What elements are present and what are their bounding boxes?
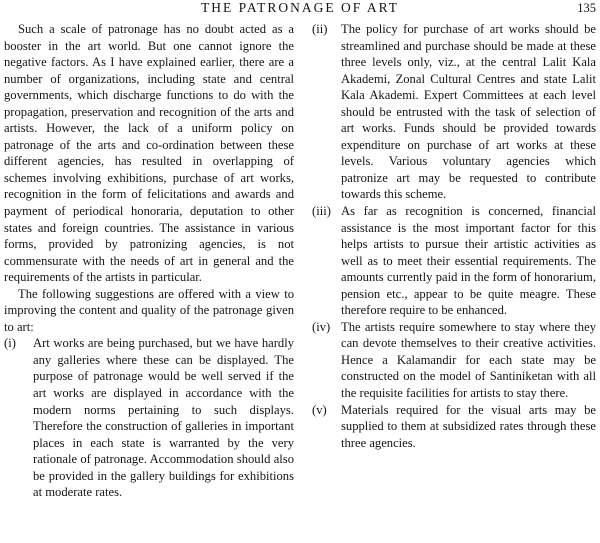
suggestion-text: Materials required for the visual arts may be supplied to them at subsidized rates through these three agencies. bbox=[341, 402, 596, 450]
suggestion-item-iii bbox=[312, 203, 596, 319]
suggestion-item-i bbox=[4, 335, 294, 500]
paragraph-1: Such a scale of patronage has no doubt acted as a booster in the art world. But one cannot ignore the negative factors. As I have explained earlier, there are a number of organizations, including state and central governments, which discharge functions to do with the propagation, preservation and recognition of the arts and artists. However, the lack of a uniform policy on patronage of the arts and co-ordination between these different agencies, has resulted in overlapping of schemes involving exhibitions, purchase of art works, recognition in the form of felicitations and awards and payment of periodical honoraria, deputation to other states and foreign countries. The assistance in various forms, provided by patronizing agencies, is not commensurate with the needs of art in general and the requirements of the artists in particular. bbox=[4, 22, 294, 285]
suggestion-item-v bbox=[312, 402, 596, 452]
running-head: THE PATRONAGE OF ART bbox=[200, 0, 400, 15]
page-number: 135 bbox=[577, 1, 596, 15]
suggestion-text: The artists require somewhere to stay where they can devote themselves to their creative activities. Hence a Kalamandir for each state may be constructed on the model of Santiniketan with all the requisite facilities for artists to stay there. bbox=[341, 319, 596, 401]
suggestion-item-iv bbox=[312, 319, 596, 402]
suggestion-text: As far as recognition is concerned, financial assistance is the most important factor for this helps artists to pursue their artistic activities as well as to meet their essential requirements. The amounts currently paid in the form of honorarium, pension etc., appear to be quite meagre. These therefore require to be enhanced. bbox=[341, 204, 596, 318]
suggestion-marker: (v) bbox=[312, 402, 327, 417]
suggestion-marker: (i) bbox=[4, 336, 16, 351]
paragraph-2: The following suggestions are offered with a view to improving the content and quality of the patronage given to art: bbox=[4, 286, 294, 334]
suggestion-item-ii bbox=[312, 21, 596, 203]
right-column bbox=[312, 21, 596, 451]
suggestion-marker: (ii) bbox=[312, 22, 328, 36]
suggestion-text: Art works are being purchased, but we have hardly any galleries where these can be displayed. The purpose of patronage would be well served if the art works are displayed in accordance with the modern norms pertaining to such displays. Therefore the construction of galleries in important places in each state is warranted by the very rationale of patronage. Accommodation should also be provided in the gallery buildings for exhibitions at moderate rates. bbox=[33, 336, 294, 500]
suggestion-marker: (iii) bbox=[312, 204, 331, 219]
page-header bbox=[0, 0, 600, 18]
suggestion-text: The policy for purchase of art works should be streamlined and purchase should be made at these three levels only, viz., at the central Lalit Kala Akademi, Zonal Cultural Centres and state Lalit Kala Akademi. Expert Committees at each level should be entrusted with the task of selection of art works. Funds should be provided towards expenditure on purchase of art works at these levels. Various voluntary agencies which patronize art may be requested to contribute towards this scheme. bbox=[341, 22, 596, 202]
suggestion-marker: (iv) bbox=[312, 319, 331, 334]
left-column bbox=[4, 21, 294, 501]
